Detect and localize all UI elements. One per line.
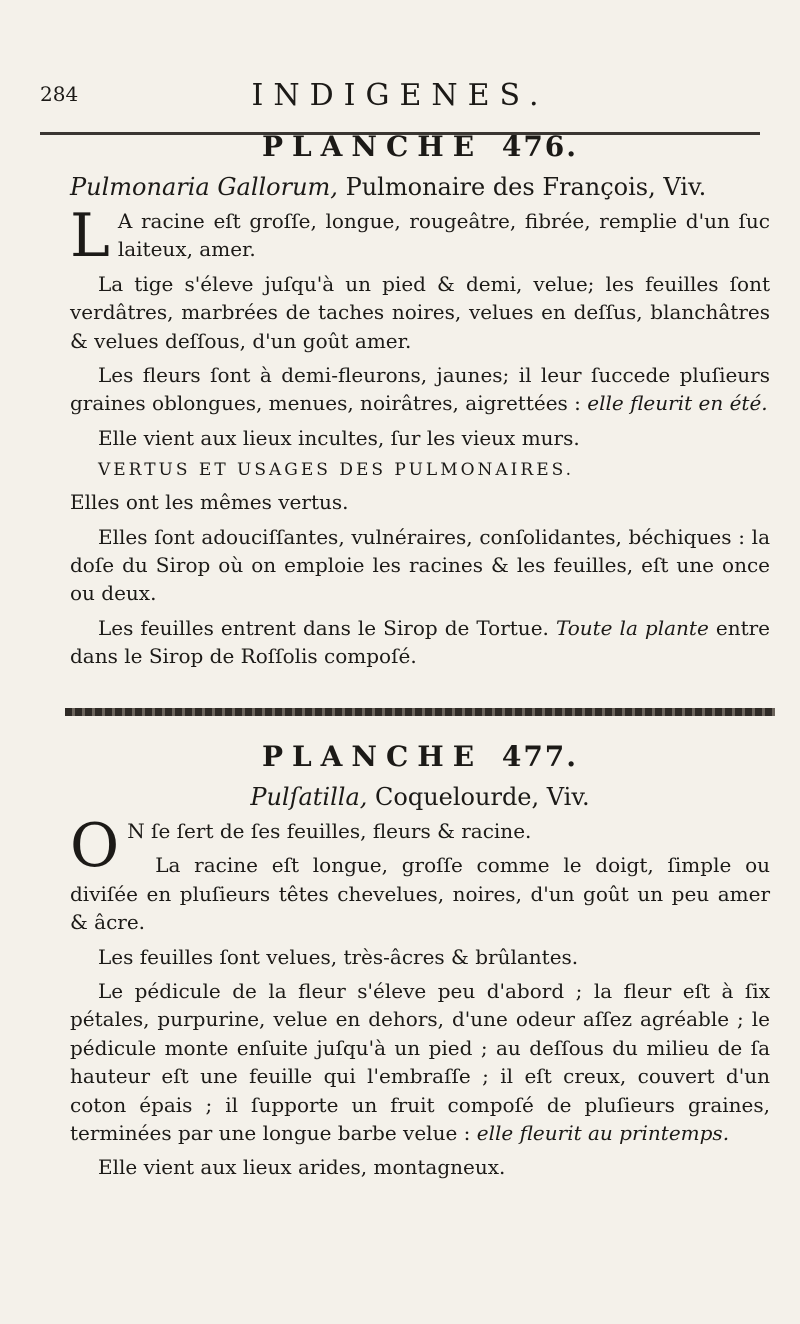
plate-477-heading (70, 740, 770, 773)
plate-476-habitat-text: Elle vient aux lieux incultes, ſur les vieux murs. (98, 425, 580, 450)
plate-477-flower-text: Le pédicule de la fleur s'éleve peu d'abord ; la fleur eſt à ſix pétales, purpurine, velue en dehors, d'une odeur aſſez agréable ; le pédicule monte enſuite juſqu'à un pied ; au deſſous du milieu de ſa hauteur eſt une feuille qui l'embraſſe ; il eſt creux, couvert d'un coton épais ; il ſupporte un fruit compoſé de pluſieurs graines, terminées par une longue barbe velue : (70, 978, 770, 1145)
plate-476-root-text: A racine eſt groſſe, longue, rougeâtre, fibrée, remplie d'un ſuc laiteux, amer. (117, 209, 770, 262)
plate-476-section (70, 130, 770, 671)
plate-476-french-name: Pulmonaire des François, Viv. (345, 173, 707, 201)
plate-476-paragraph-habitat (70, 424, 770, 452)
section-divider (65, 708, 775, 716)
plate-476-latin-name: Pulmonaria Gallorum, (70, 173, 338, 201)
plate-476-paragraph-uses (70, 523, 770, 608)
plate-477-paragraph-root (70, 851, 770, 936)
plate-477-root-text: La racine eſt longue, groſſe comme le doigt, ſimple ou diviſée en pluſieurs têtes chevelues, noires, d'un goût un peu amer & âcre. (70, 853, 770, 935)
running-title: INDIGENES. (251, 78, 549, 113)
plate-477-paragraph-uses (70, 811, 770, 881)
plate-477-paragraph-leaves (70, 943, 770, 971)
plate-476-paragraph-flowers (70, 361, 770, 418)
plate-476-virtues-heading (70, 458, 770, 482)
plate-477-number: 477. (501, 740, 579, 773)
plate-476-syrups-text-2: entre dans le Sirop de Roſſolis compoſé. (70, 615, 771, 669)
plate-477-uses-text: N ſe ſert de ſes feuilles, fleurs & racine. (127, 819, 532, 843)
plate-477-section (70, 740, 770, 1182)
plate-476-heading (70, 130, 770, 163)
plate-476-paragraph-same-virtues (70, 488, 770, 516)
plate-476-number: 476. (501, 130, 579, 163)
plate-477-drop-cap: O (70, 811, 120, 881)
plate-476-stem-text: La tige s'éleve juſqu'à un pied & demi, velue; les feuilles ſont verdâtres, marbrées de taches noires, velues en deſſus, blanchâtres & velues deſſous, d'un goût amer. (70, 271, 770, 353)
plate-476-virtues-heading-text: VERTUS ET USAGES DES PULMONAIRES. (98, 460, 575, 481)
plate-476-whole-plant: Toute la plante (555, 615, 709, 640)
plate-476-uses-text: Elles ſont adouciſſantes, vulnéraires, conſolidantes, béchiques : la doſe du Sirop où on emploie les racines & les feuilles, eſt une once ou deux. (70, 524, 770, 606)
plate-476-names (70, 173, 770, 201)
page-header (40, 60, 760, 120)
plate-476-syrups-text: Les feuilles entrent dans le Sirop de Tortue. (98, 615, 549, 640)
plate-477-leaves-text: Les feuilles ſont velues, très-âcres & brûlantes. (98, 944, 579, 969)
plate-476-paragraph-stem (70, 270, 770, 355)
plate-477-paragraph-flower (70, 977, 770, 1147)
plate-476-paragraph-syrups (70, 614, 770, 671)
plate-476-paragraph-root (70, 201, 770, 271)
plate-477-flowering-time: elle fleurit au printemps. (476, 1120, 730, 1145)
plate-477-label: PLANCHE (261, 740, 484, 773)
plate-477-latin-name: Pulſatilla, (250, 783, 368, 811)
page-number: 284 (40, 82, 79, 106)
plate-477-paragraph-habitat (70, 1153, 770, 1181)
plate-476-drop-cap: L (70, 201, 110, 271)
plate-476-same-virtues-text: Elles ont les mêmes vertus. (70, 490, 349, 515)
plate-476-flowers-text: Les fleurs ſont à demi-fleurons, jaunes; il leur ſuccede pluſieurs graines oblongues, menues, noirâtres, aigrettées : (70, 362, 770, 416)
plate-477-french-name: Coquelourde, Viv. (375, 783, 590, 811)
plate-477-names (70, 783, 770, 811)
plate-476-label: PLANCHE (261, 130, 484, 163)
plate-476-flowering-time: elle fleurit en été. (587, 391, 768, 416)
plate-477-habitat-text: Elle vient aux lieux arides, montagneux. (98, 1155, 506, 1180)
